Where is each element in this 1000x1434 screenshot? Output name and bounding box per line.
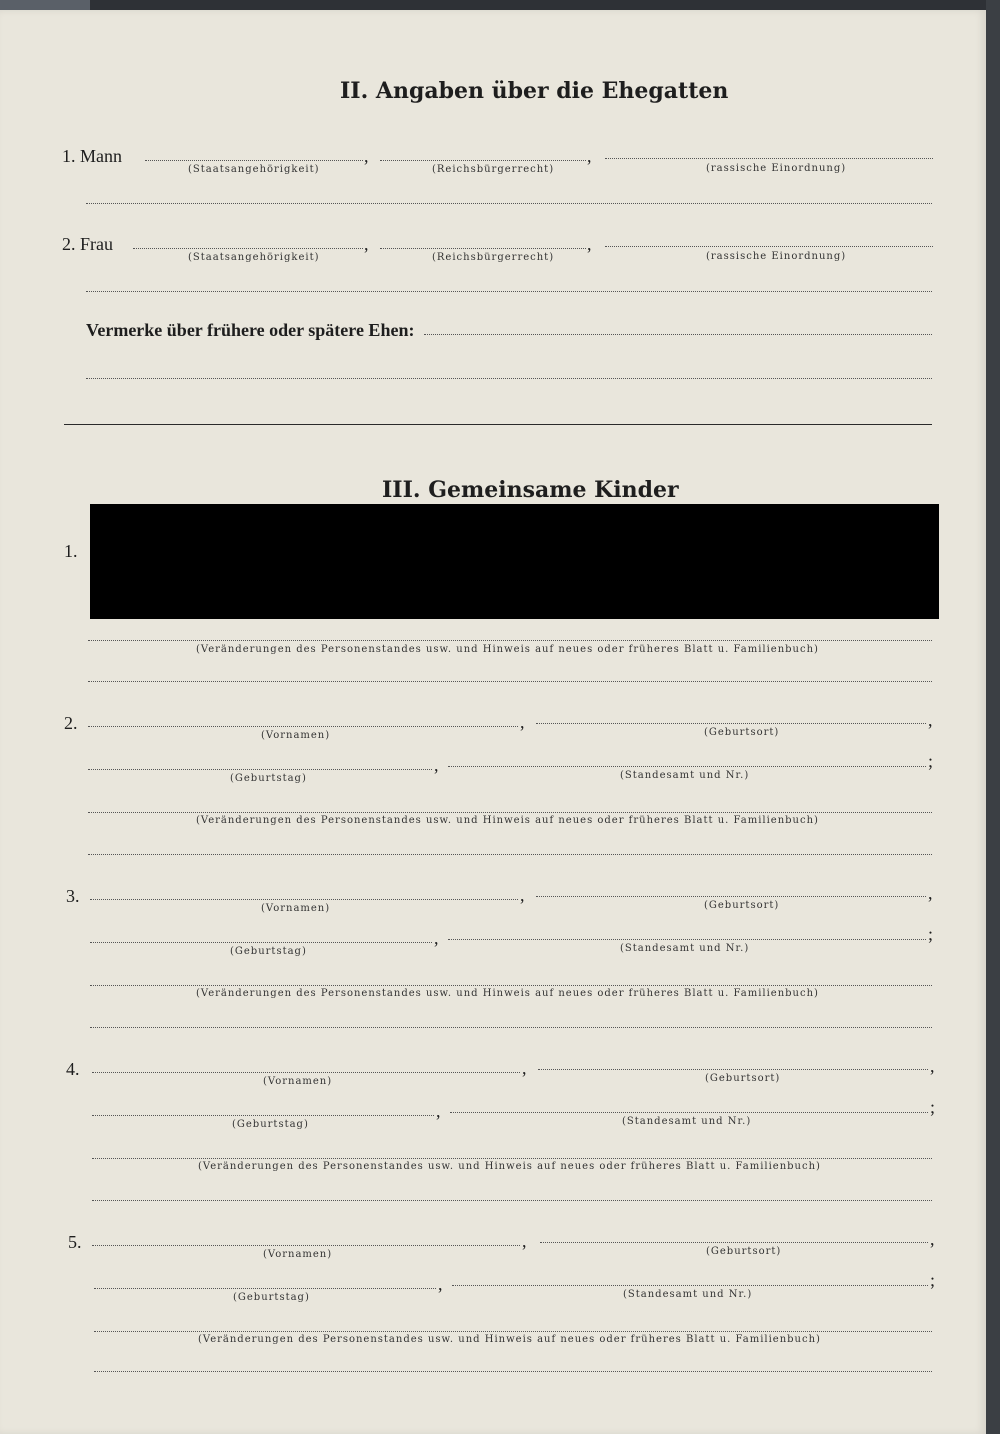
child-4-extra-line[interactable]	[92, 1200, 932, 1201]
wife-extra-line[interactable]	[86, 291, 932, 292]
wife-reich-line[interactable]	[380, 248, 586, 249]
comma: ,	[587, 234, 592, 254]
child-5-birthplace-line[interactable]	[540, 1242, 928, 1243]
child-3-registry-caption: (Standesamt und Nr.)	[620, 943, 750, 954]
child-5-birthday-caption: (Geburtstag)	[233, 1292, 310, 1303]
comma: ,	[520, 885, 525, 905]
child-2-number: 2.	[64, 713, 78, 733]
child-2-changes-caption: (Veränderungen des Personenstandes usw. und Hinweis auf neues oder früheres Blatt u. Familienbuch)	[196, 815, 819, 826]
husband-reich-line[interactable]	[380, 160, 586, 161]
child-4-birthplace-caption: (Geburtsort)	[705, 1073, 781, 1084]
child-2-birthday-caption: (Geburtstag)	[230, 773, 307, 784]
comma: ,	[364, 234, 369, 254]
child-2-forenames-line[interactable]	[88, 726, 518, 727]
husband-citizenship-line[interactable]	[145, 160, 363, 161]
child-4-birthday-line[interactable]	[92, 1115, 434, 1116]
child-4-forenames-caption: (Vornamen)	[263, 1076, 333, 1087]
child-4-changes-caption: (Veränderungen des Personenstandes usw. und Hinweis auf neues oder früheres Blatt u. Familienbuch)	[198, 1161, 821, 1172]
child-5-birthday-line[interactable]	[94, 1288, 436, 1289]
form-page	[0, 10, 986, 1434]
section-divider	[64, 424, 932, 425]
child-5-extra-line[interactable]	[94, 1371, 932, 1372]
wife-reich-caption: (Reichsbürgerrecht)	[432, 252, 555, 263]
child-5-forenames-line[interactable]	[92, 1245, 520, 1246]
comma: ,	[522, 1058, 527, 1078]
child-3-forenames-line[interactable]	[90, 899, 518, 900]
child-4-forenames-line[interactable]	[92, 1072, 520, 1073]
child-3-birthday-caption: (Geburtstag)	[230, 946, 307, 957]
child-5-changes-caption: (Veränderungen des Personenstandes usw. und Hinweis auf neues oder früheres Blatt u. Familienbuch)	[198, 1334, 821, 1345]
comma: ,	[434, 755, 439, 775]
child-3-birthplace-line[interactable]	[536, 896, 926, 897]
comma: ,	[436, 1101, 441, 1121]
child-1-changes-caption: (Veränderungen des Personenstandes usw. und Hinweis auf neues oder früheres Blatt u. Familienbuch)	[196, 644, 819, 655]
comma: ,	[434, 928, 439, 948]
section3-title: III. Gemeinsame Kinder	[382, 477, 679, 503]
remarks-line-1[interactable]	[424, 334, 932, 335]
book-spine	[986, 0, 1000, 1434]
comma: ,	[364, 146, 369, 166]
comma: ,	[928, 710, 933, 730]
husband-extra-line[interactable]	[86, 203, 932, 204]
background-edge-top	[90, 0, 1000, 10]
comma: ,	[928, 883, 933, 903]
wife-citizenship-line[interactable]	[133, 248, 363, 249]
child-1-extra-line[interactable]	[88, 681, 932, 682]
comma: ,	[930, 1229, 935, 1249]
child-3-birthplace-caption: (Geburtsort)	[704, 900, 780, 911]
child-3-changes-caption: (Veränderungen des Personenstandes usw. und Hinweis auf neues oder früheres Blatt u. Familienbuch)	[196, 988, 819, 999]
child-5-birthplace-caption: (Geburtsort)	[706, 1246, 782, 1257]
husband-citizenship-caption: (Staatsangehörigkeit)	[188, 164, 320, 175]
husband-racial-line[interactable]	[605, 158, 933, 159]
comma: ,	[438, 1274, 443, 1294]
child-5-registry-caption: (Standesamt und Nr.)	[623, 1289, 753, 1300]
child-2-changes-line[interactable]	[88, 812, 932, 813]
child-5-changes-line[interactable]	[94, 1331, 932, 1332]
child-5-forenames-caption: (Vornamen)	[263, 1249, 333, 1260]
wife-racial-caption: (rassische Einordnung)	[706, 251, 847, 262]
child-1-number: 1.	[64, 541, 78, 561]
husband-racial-caption: (rassische Einordnung)	[706, 163, 847, 174]
comma: ,	[522, 1231, 527, 1251]
child-3-forenames-caption: (Vornamen)	[261, 903, 331, 914]
child-2-registry-line[interactable]	[448, 766, 926, 767]
child-4-birthplace-line[interactable]	[538, 1069, 928, 1070]
remarks-label: Vermerke über frühere oder spätere Ehen:	[86, 320, 415, 340]
child-3-birthday-line[interactable]	[90, 942, 432, 943]
child-1-changes-line[interactable]	[88, 640, 932, 641]
wife-label: 2. Frau	[62, 234, 113, 254]
child-5-number: 5.	[68, 1232, 82, 1252]
child-4-number: 4.	[66, 1059, 80, 1079]
comma: ,	[930, 1056, 935, 1076]
child-3-registry-line[interactable]	[448, 939, 926, 940]
child-4-birthday-caption: (Geburtstag)	[232, 1119, 309, 1130]
husband-label: 1. Mann	[62, 146, 122, 166]
semicolon: ;	[928, 751, 934, 771]
child-3-number: 3.	[66, 886, 80, 906]
redaction-block	[90, 504, 939, 619]
child-2-extra-line[interactable]	[88, 854, 932, 855]
child-3-changes-line[interactable]	[90, 985, 932, 986]
section2-title: II. Angaben über die Ehegatten	[340, 78, 729, 104]
remarks-line-2[interactable]	[86, 378, 932, 379]
semicolon: ;	[928, 924, 934, 944]
semicolon: ;	[930, 1270, 936, 1290]
child-2-forenames-caption: (Vornamen)	[261, 730, 331, 741]
child-2-registry-caption: (Standesamt und Nr.)	[620, 770, 750, 781]
wife-citizenship-caption: (Staatsangehörigkeit)	[188, 252, 320, 263]
comma: ,	[520, 712, 525, 732]
child-2-birthday-line[interactable]	[88, 769, 432, 770]
semicolon: ;	[930, 1097, 936, 1117]
child-4-registry-line[interactable]	[450, 1112, 928, 1113]
wife-racial-line[interactable]	[605, 246, 933, 247]
child-5-registry-line[interactable]	[452, 1285, 928, 1286]
child-3-extra-line[interactable]	[90, 1027, 932, 1028]
child-2-birthplace-caption: (Geburtsort)	[704, 727, 780, 738]
child-4-changes-line[interactable]	[92, 1158, 932, 1159]
husband-reich-caption: (Reichsbürgerrecht)	[432, 164, 555, 175]
comma: ,	[587, 146, 592, 166]
child-2-birthplace-line[interactable]	[536, 723, 926, 724]
child-4-registry-caption: (Standesamt und Nr.)	[622, 1116, 752, 1127]
